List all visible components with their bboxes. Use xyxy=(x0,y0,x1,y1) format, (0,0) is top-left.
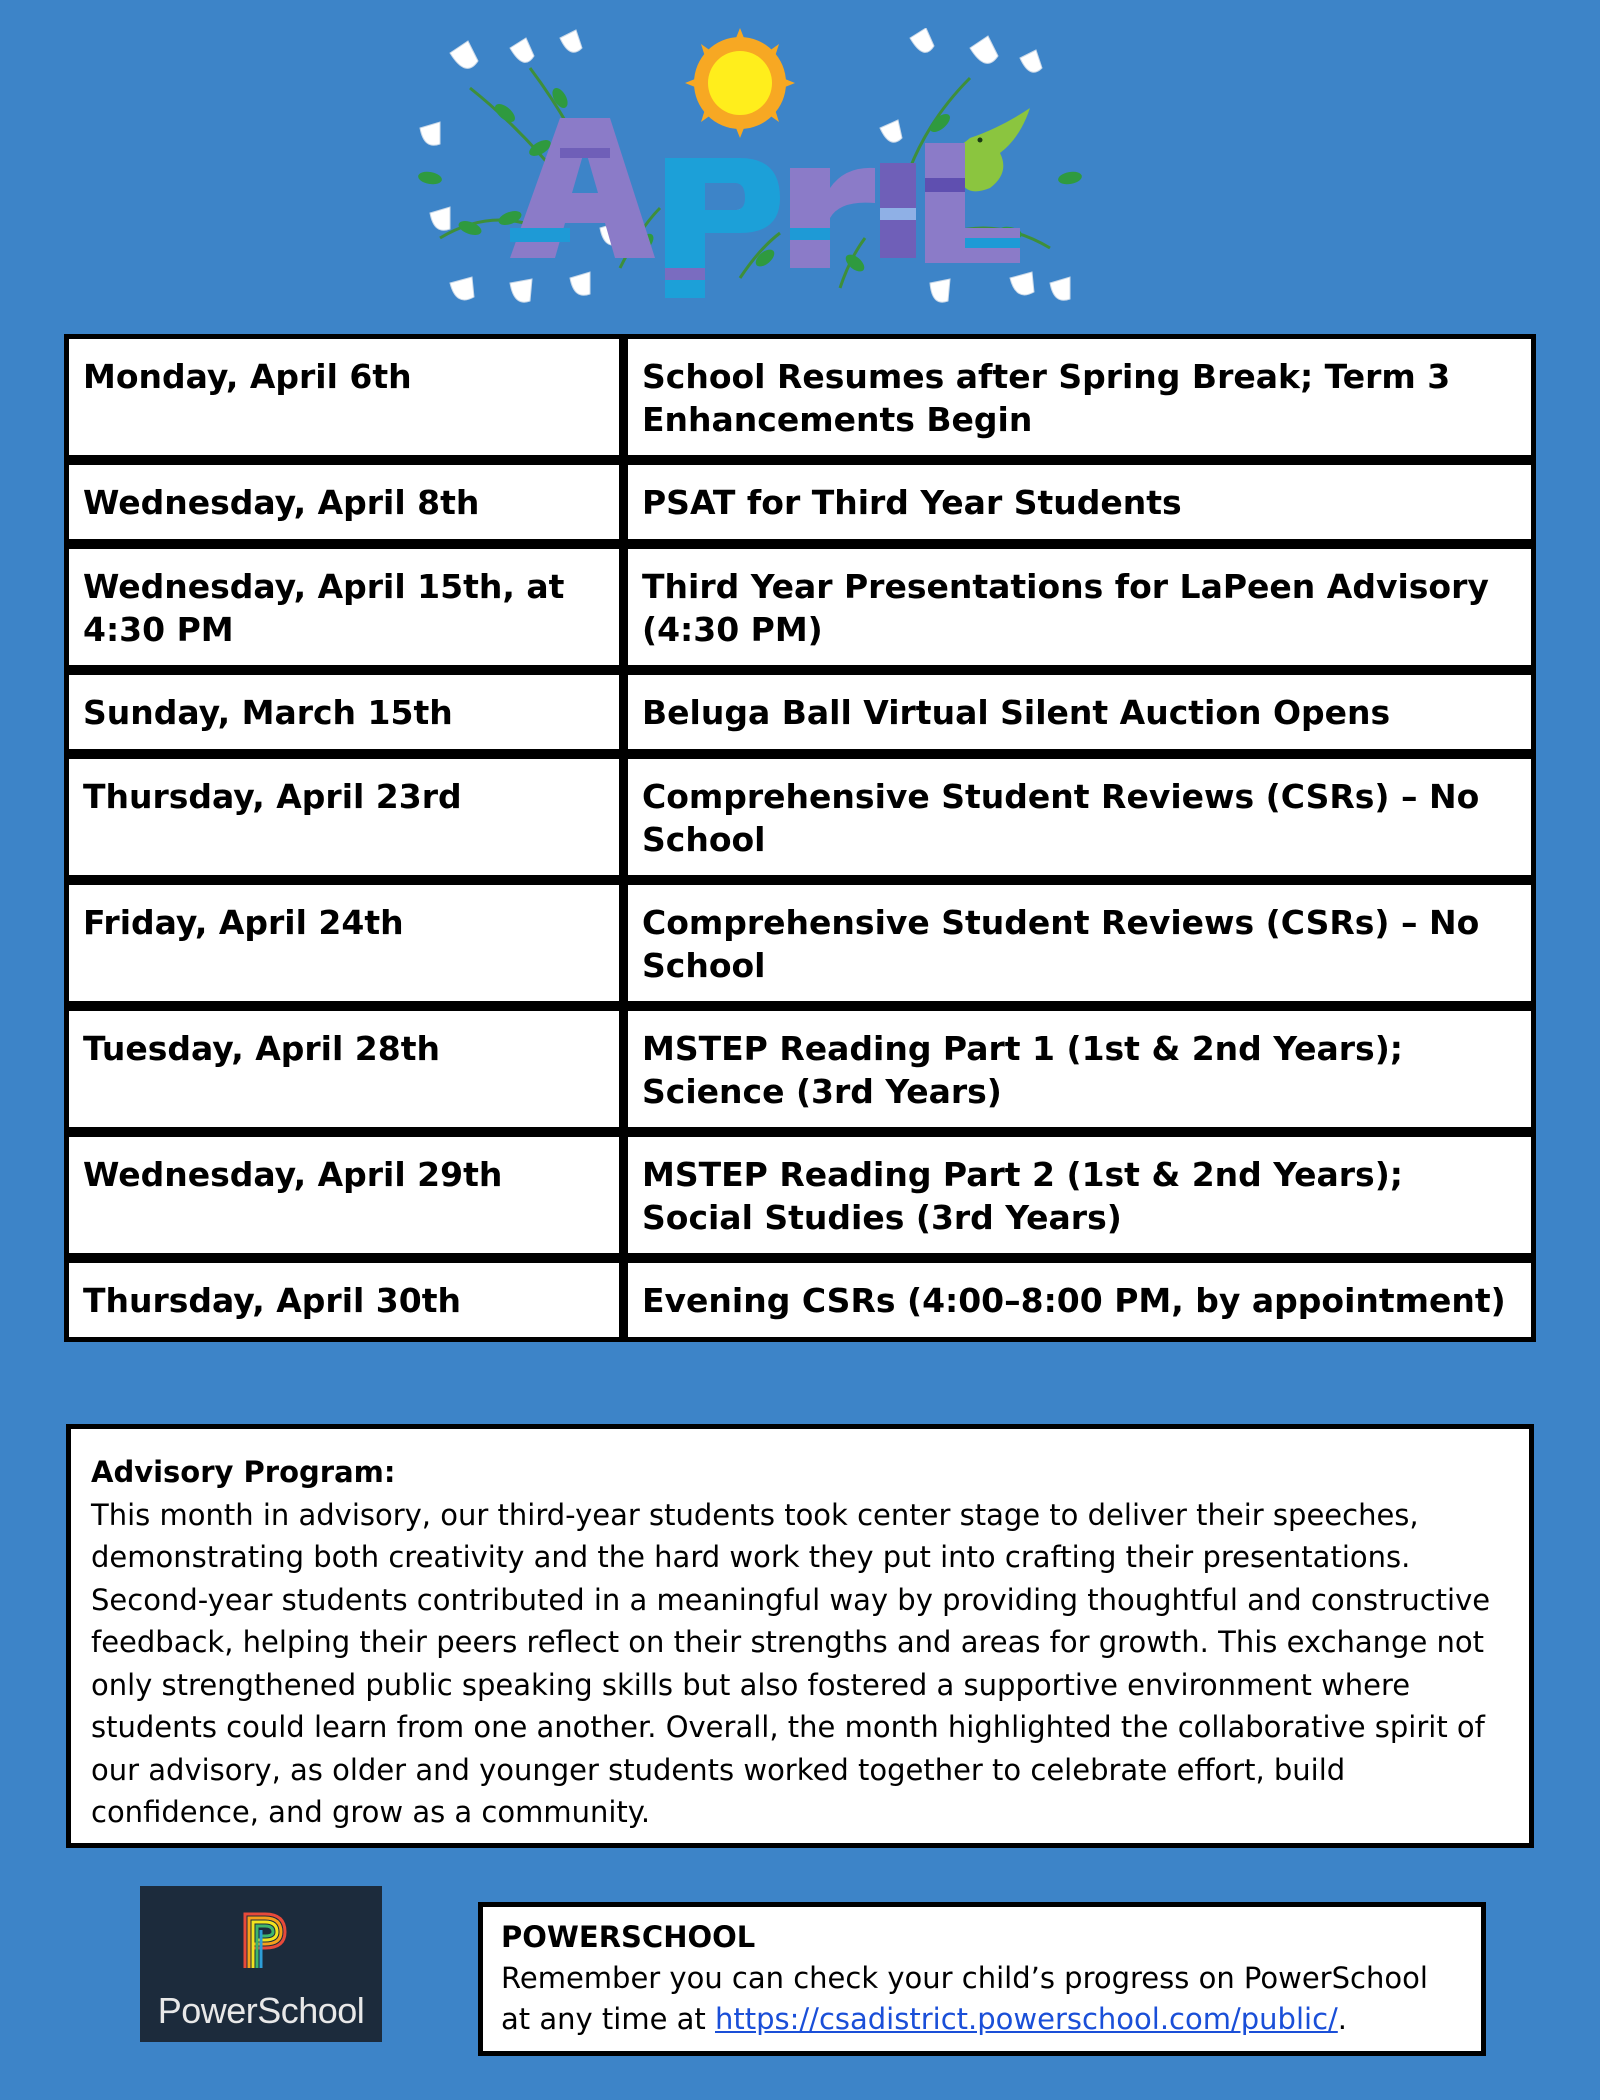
logo-text: PowerSchool xyxy=(157,1990,365,2031)
table-row xyxy=(64,334,1536,460)
table-row xyxy=(64,670,1536,754)
event-cell: Comprehensive Student Reviews (CSRs) – No School xyxy=(624,754,1536,880)
table-row xyxy=(64,544,1536,670)
advisory-heading: Advisory Program: xyxy=(91,1455,396,1489)
event-cell: School Resumes after Spring Break; Term 3 Enhancements Begin xyxy=(624,334,1536,460)
powerschool-message: Remember you can check your child’s progress on PowerSchool at any time at xyxy=(501,1961,1428,2036)
date-cell: Wednesday, April 8th xyxy=(64,460,624,544)
event-cell: PSAT for Third Year Students xyxy=(624,460,1536,544)
table-row xyxy=(64,1258,1536,1342)
table-row xyxy=(64,460,1536,544)
april-header-art xyxy=(410,28,1090,318)
table-row xyxy=(64,1132,1536,1258)
date-cell: Wednesday, April 15th, at 4:30 PM xyxy=(64,544,624,670)
table-row xyxy=(64,880,1536,1006)
powerschool-reminder-box xyxy=(478,1902,1486,2056)
event-cell: Comprehensive Student Reviews (CSRs) – No School xyxy=(624,880,1536,1006)
spring-flowers-illustration xyxy=(410,28,1090,318)
date-cell: Tuesday, April 28th xyxy=(64,1006,624,1132)
date-cell: Thursday, April 30th xyxy=(64,1258,624,1342)
date-cell: Monday, April 6th xyxy=(64,334,624,460)
advisory-program-box xyxy=(66,1424,1534,1848)
event-cell: Beluga Ball Virtual Silent Auction Opens xyxy=(624,670,1536,754)
table-row xyxy=(64,1006,1536,1132)
date-cell: Thursday, April 23rd xyxy=(64,754,624,880)
event-cell: Third Year Presentations for LaPeen Advisory (4:30 PM) xyxy=(624,544,1536,670)
powerschool-link[interactable]: https://csadistrict.powerschool.com/public/ xyxy=(715,2002,1338,2036)
date-cell: Wednesday, April 29th xyxy=(64,1132,624,1258)
event-cell: MSTEP Reading Part 2 (1st & 2nd Years); Social Studies (3rd Years) xyxy=(624,1132,1536,1258)
powerschool-text xyxy=(501,1958,1465,2040)
event-cell: Evening CSRs (4:00–8:00 PM, by appointment) xyxy=(624,1258,1536,1342)
april-schedule-table xyxy=(64,334,1536,1342)
sun-icon xyxy=(685,28,795,138)
april-lettering xyxy=(510,118,1020,298)
advisory-body: This month in advisory, our third-year students took center stage to deliver their speeches, demonstrating both creativity and the hard work they put into crafting their presentations. Second-year students contributed in a meaningful way by providing thoughtful and constructive feedback, helping their peers reflect on their strengths and areas for growth. This exchange not only strengthened public speaking skills but also fostered a supportive environment where students could learn from one another. Overall, the month highlighted the collaborative spirit of our advisory, as older and younger students worked together to celebrate effort, build confidence, and grow as a community. xyxy=(91,1497,1491,1829)
date-cell: Friday, April 24th xyxy=(64,880,624,1006)
powerschool-p-icon xyxy=(140,1886,382,1996)
event-cell: MSTEP Reading Part 1 (1st & 2nd Years); Science (3rd Years) xyxy=(624,1006,1536,1132)
date-cell: Sunday, March 15th xyxy=(64,670,624,754)
powerschool-title: POWERSCHOOL xyxy=(501,1920,756,1954)
powerschool-link-period: . xyxy=(1337,2002,1348,2036)
table-row xyxy=(64,754,1536,880)
powerschool-logo xyxy=(140,1886,382,2042)
